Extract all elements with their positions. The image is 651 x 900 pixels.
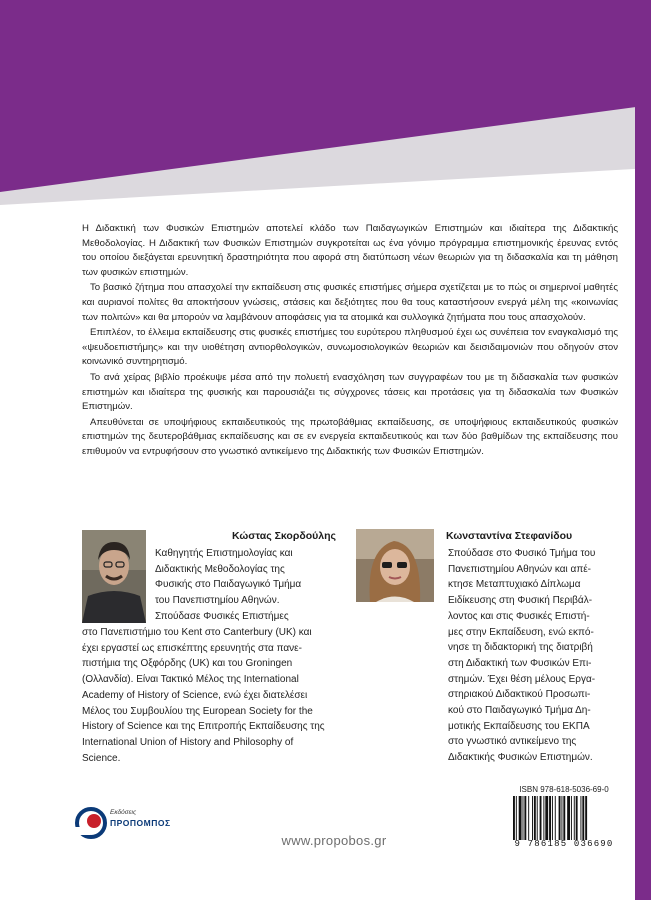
bio-line: Σπούδασε Φυσικές Επιστήμες — [155, 610, 289, 622]
barcode-bar — [555, 796, 556, 840]
bio-line: στη Διδακτική των Φυσικών Επι- — [448, 657, 592, 669]
barcode-bar — [574, 796, 575, 840]
author-bio-wide — [82, 625, 344, 766]
barcode-bar — [545, 796, 548, 840]
bio-line: Διδακτικής Φυσικών Επιστημών. — [448, 752, 593, 764]
barcode-bar — [582, 796, 584, 840]
publisher-emblem-icon — [74, 803, 108, 843]
publisher-small-label: Εκδόσεις — [110, 809, 137, 816]
bio-line: Καθηγητής Επιστημολογίας και — [155, 548, 293, 559]
barcode-bar — [563, 796, 565, 840]
barcode-bar — [561, 796, 562, 840]
website-url[interactable]: www.propobos.gr — [281, 833, 387, 848]
description-paragraph: Η Διδακτική των Φυσικών Επιστημών αποτελεί κλάδο των Παιδαγωγικών Επιστημών και ιδιαίτερα της Διδακτικής Μεθοδολογίας. Η Διδακτική των Φυσικών Επιστημών συγκροτείται ως ένα γόνιμο πρόγραμμα επιστημονικής έρευνας εντός του οποίου διεξάγεται ερευνητική δραστηριότητα που αφορά στη διατύπωση νέων θεωριών για τη διδασκαλία και τη μάθηση των φυσικών επιστημών. — [82, 223, 618, 278]
barcode-bar — [523, 796, 524, 840]
bio-line: μες στην Εκπαίδευση, ενώ εκπό- — [448, 626, 594, 638]
bio-line: Φυσικής στο Παιδαγωγικό Τμήμα — [155, 579, 302, 591]
barcode-bar — [534, 796, 536, 840]
barcode-bar — [559, 796, 561, 840]
bio-line: έχει εργαστεί ως επισκέπτης ερευνητής στα πανε- — [82, 642, 302, 654]
bio-line: λοντος και στις Φυσικές Επιστή- — [448, 610, 590, 622]
barcode-bar — [519, 796, 522, 840]
bio-line: Σπούδασε στο Φυσικό Τμήμα του — [448, 548, 596, 559]
barcode-bar — [552, 796, 553, 840]
description-text — [82, 222, 618, 461]
author-name: Κώστας Σκορδούλης — [232, 530, 336, 542]
barcode-bar — [516, 796, 517, 840]
barcode-bar — [576, 796, 578, 840]
barcode-bars — [513, 796, 615, 840]
isbn-label: ISBN 978-618-5036-69-0 — [519, 785, 609, 794]
author-photo-stefanidou — [356, 529, 434, 602]
description-paragraph: Απευθύνεται σε υποψήφιους εκπαιδευτικούς της πρωτοβάθμιας εκπαίδευσης, σε υποψήφιους εκπαιδευτικούς φυσικών επιστημών της δευτεροβάθμιας εκπαίδευσης και σε εν ενεργεία εκπαιδευτικούς και των δύο βαθμίδων της εκπαίδευσης που επιθυμούν να εντρυφήσουν στο γνωστικό αντικείμενο της Διδακτικής των Φυσικών Επιστημών. — [82, 416, 618, 457]
barcode — [509, 785, 619, 855]
author-bio-narrow — [155, 546, 343, 625]
bio-line: Science. — [82, 752, 121, 764]
description-paragraph: Επιπλέον, το έλλειμα εκπαίδευσης στις φυσικές επιστήμες του ευρύτερου πληθυσμού έχει ως συνέπεια τον εναγκαλισμό της «ψευδοεπιστήμης» και την υιοθέτηση αντιορθολογικών, συνωμοσιολογικών θεωριών και δεισιδαιμονιών που οδηγούν στον κοινωνικό συντηρητισμό. — [82, 327, 618, 368]
header-band — [0, 0, 651, 215]
author-bio — [448, 546, 620, 766]
bio-line: του Πανεπιστημίου Αθηνών. — [155, 595, 280, 607]
bio-line: Ειδίκευσης στη Φυσική Περιβάλ- — [448, 595, 593, 607]
barcode-bar — [585, 796, 587, 840]
bio-line: Πανεπιστημίου Αθηνών και απέ- — [448, 563, 592, 575]
bio-line: (Ολλανδία). Είναι Τακτικό Μέλος της International — [82, 674, 299, 686]
barcode-bar — [537, 796, 538, 840]
bio-line: Διδακτικής Μεθοδολογίας της — [155, 563, 285, 575]
bio-line: κτησε Μεταπτυχιακό Δίπλωμα — [448, 579, 581, 591]
barcode-bar — [532, 796, 533, 840]
bio-line: Academy of History of Science, ενώ έχει διατελέσει — [82, 689, 308, 701]
description-paragraph: Το ανά χείρας βιβλίο προέκυψε μέσα από την πολυετή ενασχόληση των συγγραφέων του με τη διδασκαλία των φυσικών επιστημών και ιδιαίτερα της φυσικής και παρουσιάζει τις σύγχρονες τάσεις και προτάσεις για τη διδασκαλία των Φυσικών Επιστημών. — [82, 371, 618, 413]
barcode-bar — [528, 796, 529, 840]
bio-line: Μέλος του Συμβουλίου της European Society for the — [82, 705, 313, 717]
bio-line: στηριακού Διδακτικού Προσωπι- — [448, 689, 591, 701]
barcode-bar — [524, 796, 526, 840]
bio-line: νησε τη διδακτορική της διατριβή — [448, 642, 593, 654]
barcode-bar — [571, 796, 572, 840]
barcode-bar — [567, 796, 570, 840]
bio-line: μοτικής Εκπαίδευσης του ΕΚΠΑ — [448, 720, 590, 732]
publisher-logo — [74, 801, 174, 851]
author-photo-skordoulis — [82, 530, 146, 623]
bio-line: πιστήμια της Οξφόρδης (UK) και του Groningen — [82, 658, 293, 670]
bio-line: International Union of History and Philosophy of — [82, 736, 294, 748]
barcode-digits: 9 786185 036690 — [514, 839, 614, 849]
bio-line: στημών. Έχει θέση μέλους Εργα- — [448, 673, 596, 685]
description-paragraph: Το βασικό ζήτημα που απασχολεί την εκπαίδευση στις φυσικές επιστήμες σήμερα σχετίζεται με το πώς οι σημερινοί μαθητές και αυριανοί πολίτες θα αποκτήσουν γνώσεις, στάσεις και δεξιότητες που θα τους καταστήσουν ενεργά μέλη της «κοινωνίας των πολιτών» και θα μπορούν να λαμβάνουν αποφάσεις για τα ατομικά και συλλογικά ζητήματα που τους απασχολούν. — [82, 282, 618, 323]
right-purple-stripe — [635, 0, 651, 900]
publisher-name: ΠΡΟΠΟΜΠΟΣ — [110, 818, 171, 828]
barcode-bar — [549, 796, 551, 840]
barcode-bar — [580, 796, 581, 840]
barcode-bar — [513, 796, 515, 840]
author-name: Κωνσταντίνα Στεφανίδου — [446, 530, 573, 542]
bio-line: στο γνωστικό αντικείμενο της — [448, 736, 577, 748]
bio-line: History of Science και της Επιτροπής Εκπαίδευσης της — [82, 721, 325, 733]
bio-line: κού στο Παιδαγωγικό Τμήμα Δη- — [448, 705, 591, 717]
bio-line: στο Πανεπιστήμιο του Kent στο Canterbury (UK) και — [82, 627, 312, 638]
barcode-bar — [543, 796, 544, 840]
barcode-bar — [540, 796, 542, 840]
